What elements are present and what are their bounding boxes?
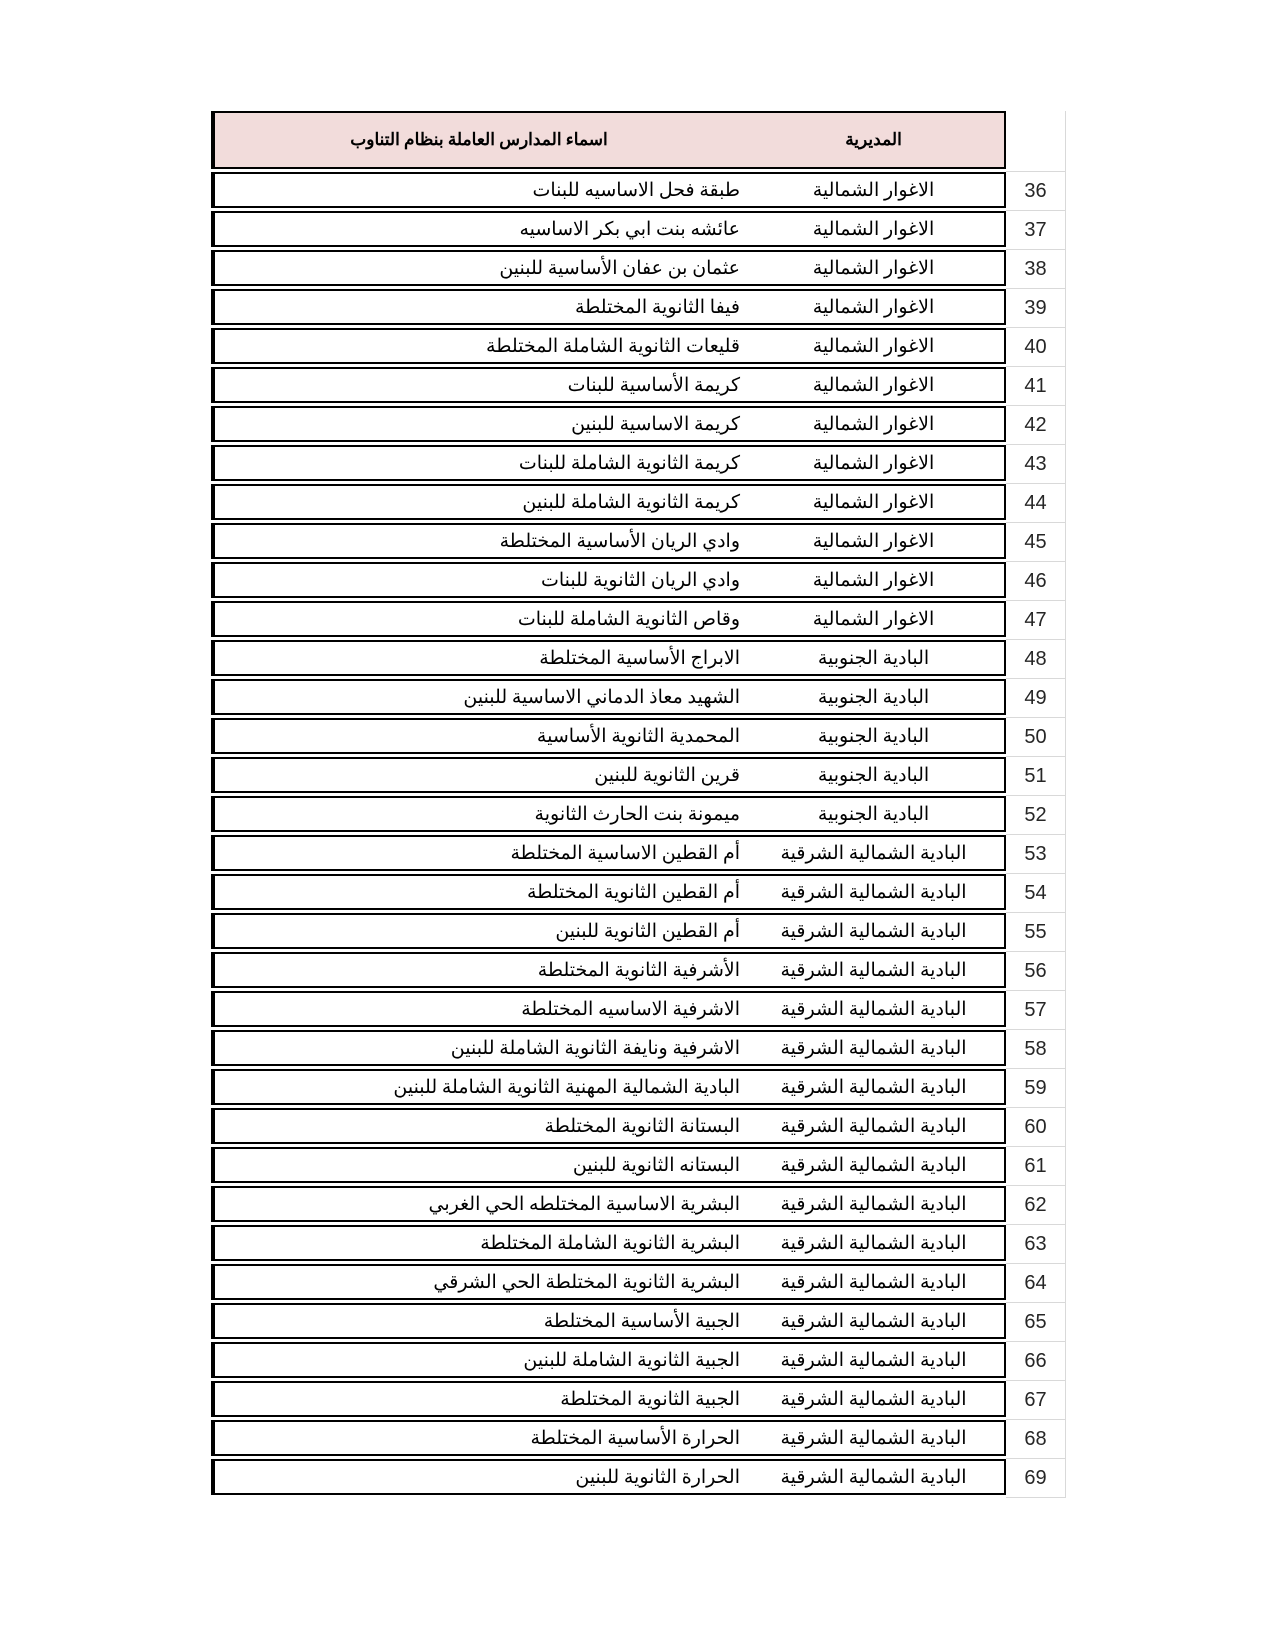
directorate-cell: الاغوار الشمالية — [812, 608, 935, 630]
schools-rotation-table — [211, 111, 1006, 1498]
table-row — [211, 250, 1006, 286]
table-row — [211, 1147, 1006, 1183]
table-row — [211, 562, 1006, 598]
directorate-cell: البادية الجنوبية — [817, 686, 930, 708]
table-header-row — [211, 111, 1006, 169]
directorate-cell: البادية الشمالية الشرقية — [780, 1310, 967, 1332]
row-number: 40 — [1006, 328, 1065, 367]
table-row — [211, 1069, 1006, 1105]
table-row — [211, 913, 1006, 949]
directorate-cell: البادية الشمالية الشرقية — [780, 842, 967, 864]
directorate-cell: البادية الشمالية الشرقية — [780, 1115, 967, 1137]
row-number: 52 — [1006, 796, 1065, 835]
row-number: 65 — [1006, 1303, 1065, 1342]
directorate-cell: البادية الشمالية الشرقية — [780, 1076, 967, 1098]
school-name-cell: البشرية الثانوية المختلطة الحي الشرقي — [213, 1266, 743, 1298]
school-name-cell: البستانة الثانوية المختلطة — [213, 1110, 743, 1142]
row-number: 68 — [1006, 1420, 1065, 1459]
row-number-column — [1006, 111, 1066, 1498]
row-number: 36 — [1006, 172, 1065, 211]
row-number: 58 — [1006, 1030, 1065, 1069]
row-number: 45 — [1006, 523, 1065, 562]
directorate-cell: البادية الشمالية الشرقية — [780, 1271, 967, 1293]
table-row — [211, 1381, 1006, 1417]
school-name-cell: الجبية الثانوية الشاملة للبنين — [213, 1344, 743, 1376]
row-number: 41 — [1006, 367, 1065, 406]
school-name-cell: فيفا الثانوية المختلطة — [213, 291, 743, 323]
directorate-cell: البادية الشمالية الشرقية — [780, 881, 967, 903]
school-name-cell: وادي الريان الثانوية للبنات — [213, 564, 743, 596]
school-name-cell: الأشرفية الثانوية المختلطة — [213, 954, 743, 986]
school-name-cell: الجبية الأساسية المختلطة — [213, 1305, 743, 1337]
row-number: 44 — [1006, 484, 1065, 523]
directorate-cell: البادية الشمالية الشرقية — [780, 1154, 967, 1176]
row-number: 48 — [1006, 640, 1065, 679]
directorate-cell: الاغوار الشمالية — [812, 218, 935, 240]
row-number: 67 — [1006, 1381, 1065, 1420]
row-number: 57 — [1006, 991, 1065, 1030]
row-number-header-spacer — [1006, 111, 1065, 172]
row-number: 56 — [1006, 952, 1065, 991]
school-name-cell: البشرية الاساسية المختلطه الحي الغربي — [213, 1188, 743, 1220]
school-name-cell: كريمة الأساسية للبنات — [213, 369, 743, 401]
table-row — [211, 640, 1006, 676]
row-number: 66 — [1006, 1342, 1065, 1381]
school-name-cell: وقاص الثانوية الشاملة للبنات — [213, 603, 743, 635]
school-name-cell: عائشه بنت ابي بكر الاساسيه — [213, 213, 743, 245]
school-name-cell: أم القطين الثانوية المختلطة — [213, 876, 743, 908]
school-name-cell: الحرارة الثانوية للبنين — [213, 1461, 743, 1493]
directorate-cell: الاغوار الشمالية — [812, 452, 935, 474]
table-row — [211, 1342, 1006, 1378]
row-number: 63 — [1006, 1225, 1065, 1264]
row-number: 51 — [1006, 757, 1065, 796]
directorate-cell: الاغوار الشمالية — [812, 491, 935, 513]
row-number: 60 — [1006, 1108, 1065, 1147]
school-name-cell: كريمة الاساسية للبنين — [213, 408, 743, 440]
directorate-cell: البادية الجنوبية — [817, 764, 930, 786]
directorate-cell: الاغوار الشمالية — [812, 296, 935, 318]
row-number: 64 — [1006, 1264, 1065, 1303]
table-row — [211, 1186, 1006, 1222]
table-row — [211, 796, 1006, 832]
directorate-cell: البادية الشمالية الشرقية — [780, 920, 967, 942]
header-school-names-column: اسماء المدارس العاملة بنظام التناوب — [213, 113, 743, 167]
table-row — [211, 406, 1006, 442]
row-number: 62 — [1006, 1186, 1065, 1225]
row-number: 54 — [1006, 874, 1065, 913]
table-row — [211, 484, 1006, 520]
directorate-cell: الاغوار الشمالية — [812, 335, 935, 357]
school-name-cell: كريمة الثانوية الشاملة للبنين — [213, 486, 743, 518]
directorate-cell: البادية الشمالية الشرقية — [780, 1466, 967, 1488]
school-name-cell: وادي الريان الأساسية المختلطة — [213, 525, 743, 557]
directorate-cell: البادية الشمالية الشرقية — [780, 1388, 967, 1410]
header-directorate-column: المديرية — [743, 113, 1004, 167]
row-number: 46 — [1006, 562, 1065, 601]
table-row — [211, 1420, 1006, 1456]
table-row — [211, 1459, 1006, 1495]
school-name-cell: الابراج الأساسية المختلطة — [213, 642, 743, 674]
directorate-cell: الاغوار الشمالية — [812, 569, 935, 591]
school-name-cell: الاشرفية الاساسيه المختلطة — [213, 993, 743, 1025]
row-number: 50 — [1006, 718, 1065, 757]
school-name-cell: المحمدية الثانوية الأساسية — [213, 720, 743, 752]
school-name-cell: الحرارة الأساسية المختلطة — [213, 1422, 743, 1454]
table-row — [211, 211, 1006, 247]
school-name-cell: الشهيد معاذ الدماني الاساسية للبنين — [213, 681, 743, 713]
directorate-cell: البادية الشمالية الشرقية — [780, 1193, 967, 1215]
school-name-cell: البادية الشمالية المهنية الثانوية الشاملة للبنين — [213, 1071, 743, 1103]
table-row — [211, 1225, 1006, 1261]
row-number: 42 — [1006, 406, 1065, 445]
directorate-cell: البادية الشمالية الشرقية — [780, 1427, 967, 1449]
table-row — [211, 1108, 1006, 1144]
directorate-cell: البادية الشمالية الشرقية — [780, 1349, 967, 1371]
school-name-cell: طبقة فحل الاساسيه للبنات — [213, 174, 743, 206]
row-number: 69 — [1006, 1459, 1065, 1498]
directorate-cell: الاغوار الشمالية — [812, 530, 935, 552]
table-row — [211, 679, 1006, 715]
table-row — [211, 1303, 1006, 1339]
table-row — [211, 835, 1006, 871]
row-number: 55 — [1006, 913, 1065, 952]
directorate-cell: الاغوار الشمالية — [812, 413, 935, 435]
table-row — [211, 172, 1006, 208]
directorate-cell: البادية الشمالية الشرقية — [780, 998, 967, 1020]
table-row — [211, 289, 1006, 325]
row-number: 47 — [1006, 601, 1065, 640]
school-name-cell: كريمة الثانوية الشاملة للبنات — [213, 447, 743, 479]
school-name-cell: قرين الثانوية للبنين — [213, 759, 743, 791]
row-number: 53 — [1006, 835, 1065, 874]
table-row — [211, 991, 1006, 1027]
school-name-cell: أم القطين الثانوية للبنين — [213, 915, 743, 947]
directorate-cell: البادية الجنوبية — [817, 725, 930, 747]
row-number: 38 — [1006, 250, 1065, 289]
table-row — [211, 445, 1006, 481]
directorate-cell: الاغوار الشمالية — [812, 257, 935, 279]
school-name-cell: قليعات الثانوية الشاملة المختلطة — [213, 330, 743, 362]
table-row — [211, 874, 1006, 910]
table-row — [211, 328, 1006, 364]
school-name-cell: أم القطين الاساسية المختلطة — [213, 837, 743, 869]
table-row — [211, 1030, 1006, 1066]
table-row — [211, 523, 1006, 559]
school-name-cell: الاشرفية ونايفة الثانوية الشاملة للبنين — [213, 1032, 743, 1064]
directorate-cell: البادية الجنوبية — [817, 803, 930, 825]
row-number: 49 — [1006, 679, 1065, 718]
school-name-cell: البشرية الثانوية الشاملة المختلطة — [213, 1227, 743, 1259]
row-number: 61 — [1006, 1147, 1065, 1186]
table-row — [211, 601, 1006, 637]
school-name-cell: الجبية الثانوية المختلطة — [213, 1383, 743, 1415]
school-name-cell: البستانه الثانوية للبنين — [213, 1149, 743, 1181]
row-number: 39 — [1006, 289, 1065, 328]
row-number: 43 — [1006, 445, 1065, 484]
table-row — [211, 757, 1006, 793]
directorate-cell: البادية الشمالية الشرقية — [780, 1232, 967, 1254]
directorate-cell: الاغوار الشمالية — [812, 179, 935, 201]
table-row — [211, 952, 1006, 988]
table-body — [211, 172, 1006, 1495]
directorate-cell: البادية الجنوبية — [817, 647, 930, 669]
school-name-cell: ميمونة بنت الحارث الثانوية — [213, 798, 743, 830]
row-number: 59 — [1006, 1069, 1065, 1108]
directorate-cell: البادية الشمالية الشرقية — [780, 1037, 967, 1059]
school-name-cell: عثمان بن عفان الأساسية للبنين — [213, 252, 743, 284]
row-number: 37 — [1006, 211, 1065, 250]
table-row — [211, 1264, 1006, 1300]
table-row — [211, 718, 1006, 754]
table-row — [211, 367, 1006, 403]
directorate-cell: البادية الشمالية الشرقية — [780, 959, 967, 981]
directorate-cell: الاغوار الشمالية — [812, 374, 935, 396]
